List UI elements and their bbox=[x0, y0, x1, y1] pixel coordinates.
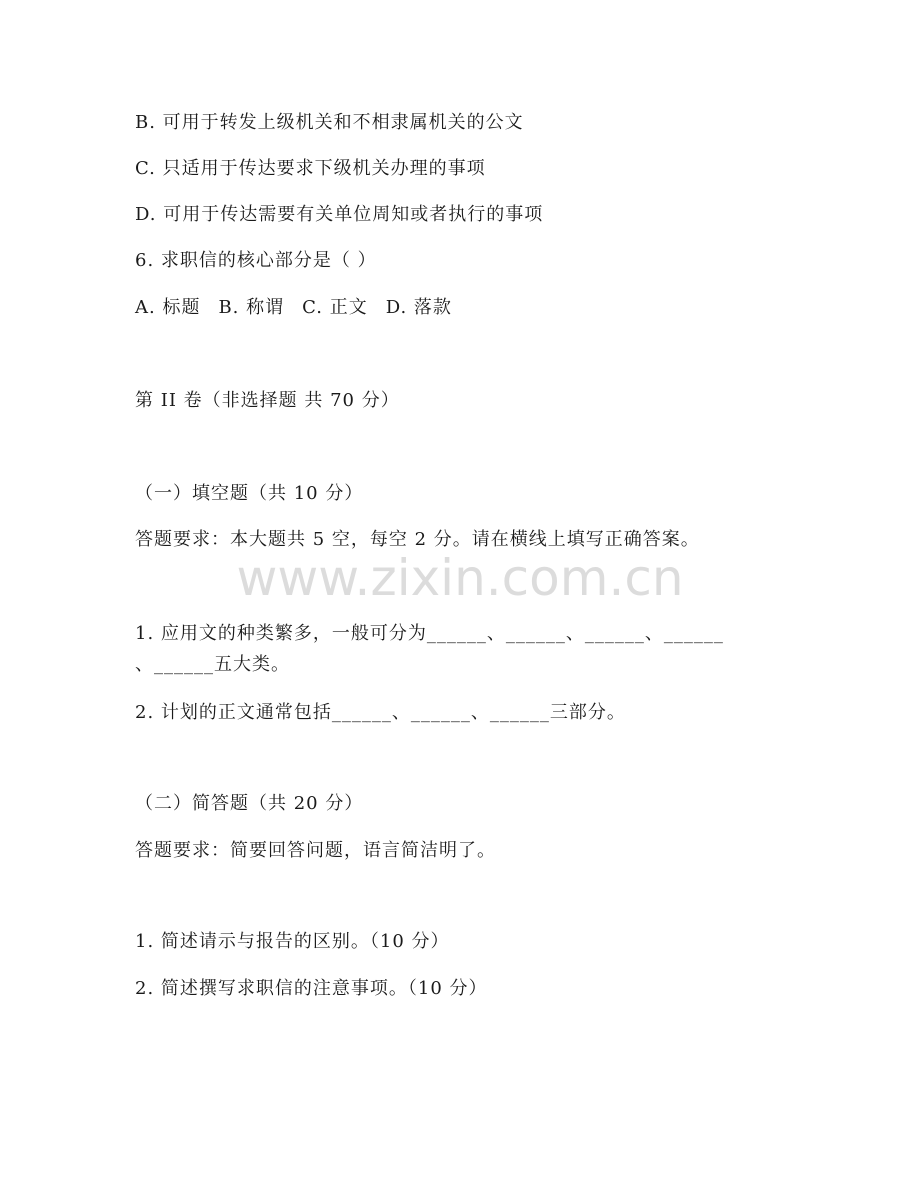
q6-option-c: C. 正文 bbox=[302, 297, 368, 318]
q6-option-a: A. 标题 bbox=[135, 297, 201, 318]
fill-q2: 2. 计划的正文通常包括______、______、______三部分。 bbox=[135, 702, 626, 723]
short-requirement: 答题要求：简要回答问题，语言简洁明了。 bbox=[135, 840, 496, 861]
q5-option-b: B. 可用于转发上级机关和不相隶属机关的公文 bbox=[135, 112, 524, 133]
short-q1: 1. 简述请示与报告的区别。（10 分） bbox=[135, 931, 450, 952]
q6-options bbox=[135, 296, 452, 320]
q5-option-c: C. 只适用于传达要求下级机关办理的事项 bbox=[135, 158, 486, 179]
q5-option-d: D. 可用于传达需要有关单位周知或者执行的事项 bbox=[135, 204, 544, 225]
fill-requirement: 答题要求：本大题共 5 空，每空 2 分。请在横线上填写正确答案。 bbox=[135, 529, 700, 550]
q6-question: 6. 求职信的核心部分是（ ） bbox=[135, 250, 377, 271]
q6-option-d: D. 落款 bbox=[385, 297, 452, 318]
short-heading: （二）简答题（共 20 分） bbox=[135, 793, 364, 814]
fill-heading: （一）填空题（共 10 分） bbox=[135, 483, 364, 504]
short-q2: 2. 简述撰写求职信的注意事项。（10 分） bbox=[135, 978, 488, 999]
watermark: www.zixin.com.cn bbox=[236, 549, 684, 607]
part2-title: 第 II 卷（非选择题 共 70 分） bbox=[135, 390, 400, 411]
fill-q1-line2: 、______五大类。 bbox=[135, 654, 290, 675]
q6-option-b: B. 称谓 bbox=[218, 297, 285, 318]
fill-q1-line1: 1. 应用文的种类繁多，一般可分为______、______、______、______ bbox=[135, 623, 724, 644]
